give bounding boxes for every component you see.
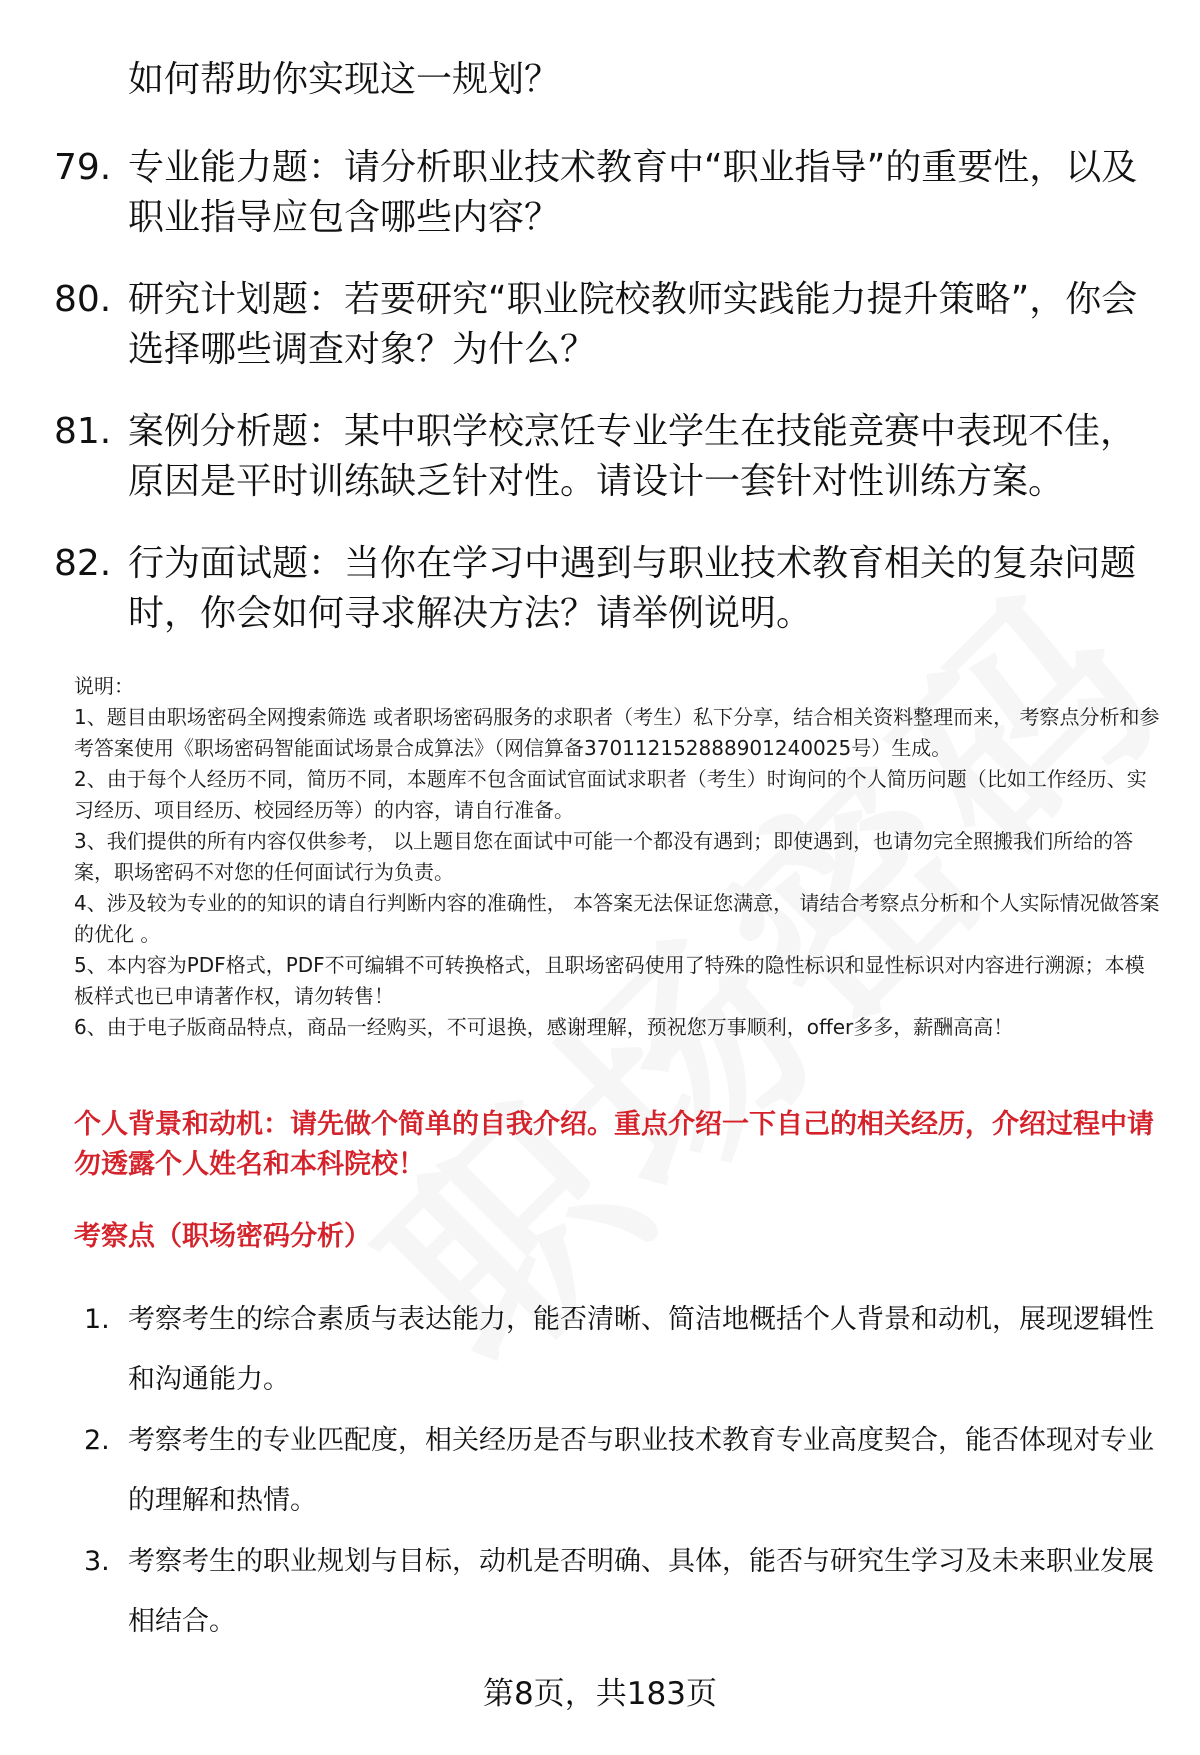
notes-heading: 说明：: [74, 674, 134, 698]
assessment-point: [84, 1532, 1164, 1652]
question-text: 案例分析题：某中职学校烹饪专业学生在技能竞赛中表现不佳，原因是平时训练缺乏针对性。请设计一套针对性训练方案。: [128, 411, 1137, 502]
point-text: 考察考生的专业匹配度，相关经历是否与职业技术教育专业高度契合，能否体现对专业的理解和热情。: [128, 1425, 1154, 1516]
note-item: 4、涉及较为专业的的知识的请自行判断内容的准确性， 本答案无法保证您满意， 请结合考察点分析和个人实际情况做答案的优化 。: [74, 891, 1160, 946]
point-text: 考察考生的综合素质与表达能力，能否清晰、简洁地概括个人背景和动机，展现逻辑性和沟通能力。: [128, 1304, 1154, 1395]
assessment-title: 考察点（职场密码分析）: [74, 1221, 371, 1252]
point-number: 1.: [84, 1304, 110, 1335]
question-81: [54, 407, 1144, 507]
question-number: 81.: [54, 411, 112, 452]
note-item: 6、由于电子版商品特点，商品一经购买，不可退换，感谢理解，预祝您万事顺利，offer多多，薪酬高高！: [74, 1015, 1014, 1039]
note-item: 3、我们提供的所有内容仅供参考， 以上题目您在面试中可能一个都没有遇到；即使遇到，也请勿完全照搬我们所给的答案，职场密码不对您的任何面试行为负责。: [74, 829, 1134, 884]
note-item: 1、题目由职场密码全网搜索筛选 或者职场密码服务的求职者（考生）私下分享，结合相关资料整理而来， 考察点分析和参考答案使用《职场密码智能面试场景合成算法》（网信算备370112152888901240025号）生成。: [74, 705, 1160, 760]
question-number: 79.: [54, 147, 112, 188]
question-text: 专业能力题：请分析职业技术教育中“职业指导”的重要性，以及职业指导应包含哪些内容？: [128, 147, 1138, 238]
point-number: 2.: [84, 1425, 110, 1456]
point-text: 考察考生的职业规划与目标，动机是否明确、具体，能否与研究生学习及未来职业发展相结合。: [128, 1546, 1154, 1637]
point-number: 3.: [84, 1546, 110, 1577]
question-text: 研究计划题：若要研究“职业院校教师实践能力提升策略”，你会选择哪些调查对象？为什么？: [128, 279, 1138, 370]
question-78-continuation: 如何帮助你实现这一规划？: [128, 59, 561, 100]
question-80: [54, 275, 1144, 375]
assessment-point: [84, 1411, 1164, 1531]
background-question: 个人背景和动机：请先做个简单的自我介绍。重点介绍一下自己的相关经历，介绍过程中请勿透露个人姓名和本科院校！: [74, 1109, 1154, 1180]
question-number: 82.: [54, 543, 112, 584]
question-82: [54, 539, 1144, 639]
question-79: [54, 143, 1144, 243]
page-footer: 第8页，共183页: [483, 1676, 717, 1712]
assessment-point: [84, 1290, 1164, 1410]
note-item: 5、本内容为PDF格式，PDF不可编辑不可转换格式，且职场密码使用了特殊的隐性标识和显性标识对内容进行溯源；本模板样式也已申请著作权，请勿转售！: [74, 953, 1145, 1008]
question-number: 80.: [54, 279, 112, 320]
assessment-points: [84, 1290, 1164, 1653]
question-text: 行为面试题：当你在学习中遇到与职业技术教育相关的复杂问题时，你会如何寻求解决方法？请举例说明。: [128, 543, 1137, 634]
notes-section: [74, 671, 1164, 1043]
note-item: 2、由于每个人经历不同，简历不同，本题库不包含面试官面试求职者（考生）时询问的个人简历问题（比如工作经历、实习经历、项目经历、校园经历等）的内容，请自行准备。: [74, 767, 1147, 822]
